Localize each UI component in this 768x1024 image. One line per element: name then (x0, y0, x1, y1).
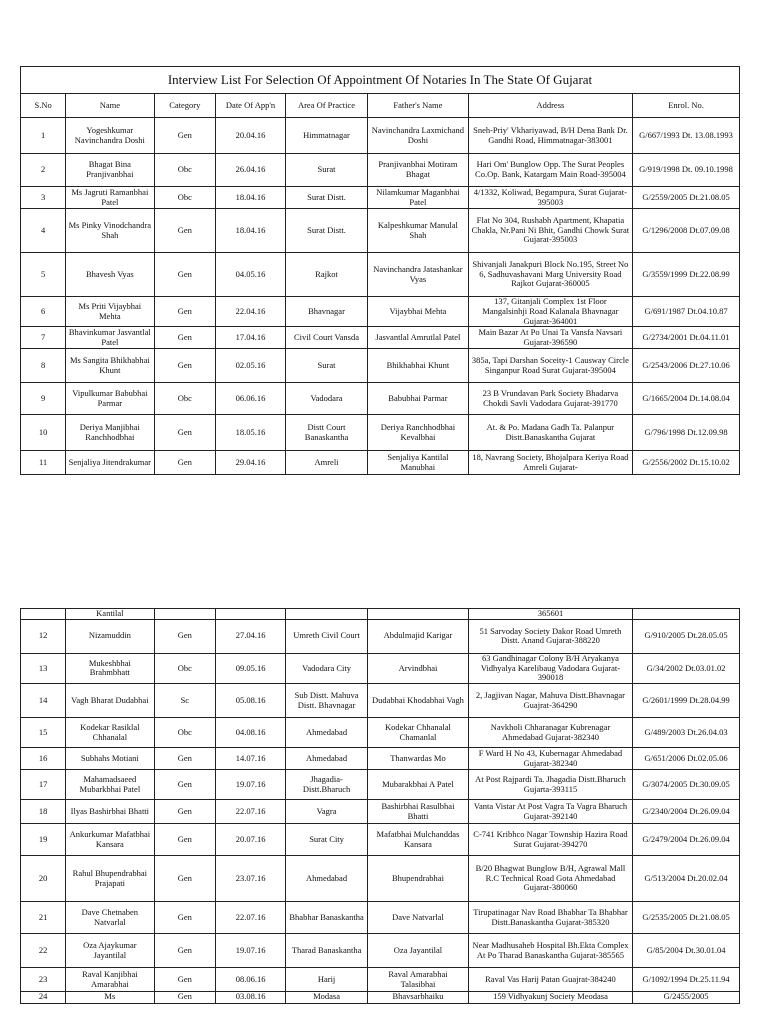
serial-number-cell: 22 (21, 934, 66, 968)
area-of-practice-cell: Rajkot (285, 253, 367, 297)
serial-number-cell: 17 (21, 770, 66, 800)
table-row (21, 118, 740, 154)
application-date-cell: 17.04.16 (216, 327, 286, 349)
continuation-name: Kantilal (66, 609, 154, 620)
address-cell: F Ward H No 43, Kubernagar Ahmedabad Gujarat-382340 (468, 748, 632, 770)
area-of-practice-cell: Himmatnagar (285, 118, 367, 154)
continuation-address: 365601 (468, 609, 632, 620)
name-cell: Ms Pinky Vinodchandra Shah (66, 209, 154, 253)
enrolment-number-cell: G/2543/2006 Dt.27.10.06 (633, 349, 740, 383)
father-name-cell: Senjaliya Kantilal Manubhai (368, 451, 469, 475)
area-of-practice-cell: Vagra (285, 800, 367, 824)
area-of-practice-cell: Tharad Banaskantha (285, 934, 367, 968)
area-of-practice-cell: Ahmedabad (285, 856, 367, 902)
enrolment-number-cell: G/34/2002 Dt.03.01.02 (633, 653, 740, 683)
category-cell: Gen (154, 297, 216, 327)
address-cell: At Post Rajpardi Ta. Jhagadia Distt.Bharuch Gujarta-393115 (468, 770, 632, 800)
table-row (21, 349, 740, 383)
father-name-cell: Bhavsarbhaiku (368, 992, 469, 1004)
category-cell: Gen (154, 619, 216, 653)
serial-number-cell: 23 (21, 968, 66, 992)
category-cell: Gen (154, 992, 216, 1004)
category-cell: Gen (154, 968, 216, 992)
column-header: S.No (21, 94, 66, 118)
address-cell: 23 B Vrundavan Park Society Bhadarva Chokdi Savli Vadodara Gujarat-391770 (468, 383, 632, 415)
application-date-cell: 20.04.16 (216, 118, 286, 154)
father-name-cell: Dave Natvarlal (368, 902, 469, 934)
notaries-table-page-1 (20, 66, 740, 475)
name-cell: Ms Priti Vijaybhai Mehta (66, 297, 154, 327)
address-cell: 2, Jagjivan Nagar, Mahuva Distt.Bhavnagar Guajrat-364290 (468, 684, 632, 718)
name-cell: Bhavesh Vyas (66, 253, 154, 297)
father-name-cell: Mafatbhai Mulchanddas Kansara (368, 824, 469, 856)
serial-number-cell: 4 (21, 209, 66, 253)
name-cell: Senjaliya Jitendrakumar (66, 451, 154, 475)
address-cell: Raval Vas Harij Patan Guajrat-384240 (468, 968, 632, 992)
application-date-cell: 19.07.16 (216, 934, 286, 968)
area-of-practice-cell: Modasa (285, 992, 367, 1004)
table-row (21, 415, 740, 451)
application-date-cell: 04.05.16 (216, 253, 286, 297)
name-cell: Nizamuddin (66, 619, 154, 653)
enrolment-number-cell: G/513/2004 Dt.20.02.04 (633, 856, 740, 902)
category-cell: Obc (154, 154, 216, 187)
application-date-cell: 09.05.16 (216, 653, 286, 683)
serial-number-cell: 9 (21, 383, 66, 415)
category-cell: Gen (154, 415, 216, 451)
table-row (21, 451, 740, 475)
column-header: Name (66, 94, 154, 118)
application-date-cell: 22.07.16 (216, 800, 286, 824)
application-date-cell: 06.06.16 (216, 383, 286, 415)
serial-number-cell: 2 (21, 154, 66, 187)
serial-number-cell: 24 (21, 992, 66, 1004)
address-cell: Sneh-Priy' Vkhariyawad, B/H Dena Bank Dr. Gandhi Road, Himmatnagar-383001 (468, 118, 632, 154)
category-cell: Gen (154, 451, 216, 475)
enrolment-number-cell: G/2559/2005 Dt.21.08.05 (633, 187, 740, 209)
serial-number-cell: 15 (21, 718, 66, 748)
enrolment-number-cell: G/1092/1994 Dt.25.11.94 (633, 968, 740, 992)
area-of-practice-cell: Surat (285, 154, 367, 187)
enrolment-number-cell: G/667/1993 Dt. 13.08.1993 (633, 118, 740, 154)
name-cell: Yogeshkumar Navinchandra Doshi (66, 118, 154, 154)
enrolment-number-cell: G/489/2003 Dt.26.04.03 (633, 718, 740, 748)
category-cell: Gen (154, 902, 216, 934)
enrolment-number-cell: G/2535/2005 Dt.21.08.05 (633, 902, 740, 934)
address-cell: Shivanjali Janakpuri Block No.195, Street No 6, Sadhuvashavani Marg University Road Rajkot Gujarat-360005 (468, 253, 632, 297)
column-header: Date Of App'n (216, 94, 286, 118)
name-cell: Ms (66, 992, 154, 1004)
area-of-practice-cell: Bhabhar Banaskantha (285, 902, 367, 934)
enrolment-number-cell: G/651/2006 Dt.02.05.06 (633, 748, 740, 770)
father-name-cell: Jasvantlal Amrutlal Patel (368, 327, 469, 349)
father-name-cell: Pranjivanbhai Motiram Bhagat (368, 154, 469, 187)
address-cell: Hari Om' Bunglow Opp. The Surat Peoples Co.Op. Bank, Katargam Main Road-395004 (468, 154, 632, 187)
application-date-cell: 19.07.16 (216, 770, 286, 800)
table-row (21, 383, 740, 415)
serial-number-cell: 12 (21, 619, 66, 653)
table-row (21, 653, 740, 683)
enrolment-number-cell: G/2601/1999 Dt.28.04.99 (633, 684, 740, 718)
name-cell: Bhagat Bina Pranjivanbhai (66, 154, 154, 187)
enrolment-number-cell: G/2734/2001 Dt.04.11.01 (633, 327, 740, 349)
address-cell: Near Madhusaheb Hospital Bh.Ekta Complex At Po Tharad Banaskantha Gujarat-385565 (468, 934, 632, 968)
application-date-cell: 02.05.16 (216, 349, 286, 383)
table-body-page-1 (21, 118, 740, 475)
enrolment-number-cell: G/3074/2005 Dt.30.09.05 (633, 770, 740, 800)
category-cell: Obc (154, 653, 216, 683)
area-of-practice-cell: Ahmedabad (285, 718, 367, 748)
name-cell: Rahul Bhupendrabhai Prajapati (66, 856, 154, 902)
enrolment-number-cell: G/3559/1999 Dt.22.08.99 (633, 253, 740, 297)
area-of-practice-cell: Distt Court Banaskantha (285, 415, 367, 451)
table-row (21, 934, 740, 968)
area-of-practice-cell: Harij (285, 968, 367, 992)
enrolment-number-cell: G/85/2004 Dt.30.01.04 (633, 934, 740, 968)
address-cell: Flat No 304, Rushabh Apartment, Khapatia Chakla, Nr.Pani Ni Bhit, Gandhi Chowk Surat Gujarat-395003 (468, 209, 632, 253)
father-name-cell: Thanwardas Mo (368, 748, 469, 770)
column-header: Category (154, 94, 216, 118)
application-date-cell: 22.04.16 (216, 297, 286, 327)
table-row (21, 770, 740, 800)
category-cell: Gen (154, 748, 216, 770)
category-cell: Obc (154, 718, 216, 748)
serial-number-cell: 3 (21, 187, 66, 209)
serial-number-cell: 20 (21, 856, 66, 902)
serial-number-cell: 10 (21, 415, 66, 451)
application-date-cell: 29.04.16 (216, 451, 286, 475)
table-row (21, 187, 740, 209)
serial-number-cell: 8 (21, 349, 66, 383)
application-date-cell: 26.04.16 (216, 154, 286, 187)
category-cell: Obc (154, 383, 216, 415)
serial-number-cell: 1 (21, 118, 66, 154)
application-date-cell: 14.07.16 (216, 748, 286, 770)
area-of-practice-cell: Civil Court Vansda (285, 327, 367, 349)
table-row (21, 748, 740, 770)
address-cell: 385a, Tapi Darshan Soceity-1 Causway Circle Singanpur Road Surat Gujarat-395004 (468, 349, 632, 383)
father-name-cell: Kalpeshkumar Manulal Shah (368, 209, 469, 253)
table-row (21, 297, 740, 327)
application-date-cell: 18.05.16 (216, 415, 286, 451)
father-name-cell: Mubarakbhai A Patel (368, 770, 469, 800)
category-cell: Gen (154, 327, 216, 349)
application-date-cell: 23.07.16 (216, 856, 286, 902)
serial-number-cell: 19 (21, 824, 66, 856)
column-header: Father's Name (368, 94, 469, 118)
enrolment-number-cell: G/919/1998 Dt. 09.10.1998 (633, 154, 740, 187)
address-cell: C-741 Kribhco Nagar Township Hazira Road Surat Gujarat-394270 (468, 824, 632, 856)
table-row (21, 209, 740, 253)
enrolment-number-cell: G/2455/2005 (633, 992, 740, 1004)
father-name-cell: Navinchandra Jatashankar Vyas (368, 253, 469, 297)
name-cell: Mukeshbhai Brahmbhatt (66, 653, 154, 683)
father-name-cell: Dudabhai Khodabhai Vagh (368, 684, 469, 718)
name-cell: Vipulkumar Babubhai Parmar (66, 383, 154, 415)
name-cell: Deriya Manjibhai Ranchhodbhai (66, 415, 154, 451)
name-cell: Ms Jagruti Ramanbhai Patel (66, 187, 154, 209)
father-name-cell: Raval Amarabhai Talasibhai (368, 968, 469, 992)
document-title: Interview List For Selection Of Appointment Of Notaries In The State Of Gujarat (21, 67, 740, 94)
area-of-practice-cell: Vadodara City (285, 653, 367, 683)
enrolment-number-cell: G/910/2005 Dt.28.05.05 (633, 619, 740, 653)
enrolment-number-cell: G/1665/2004 Dt.14.08.04 (633, 383, 740, 415)
address-cell: Main Bazar At Po Unai Ta Vansfa Navsari Gujarat-396590 (468, 327, 632, 349)
father-name-cell: Bashirbhai Rasulbhai Bhatti (368, 800, 469, 824)
name-cell: Kodekar Rasiklal Chhanalal (66, 718, 154, 748)
category-cell: Gen (154, 253, 216, 297)
area-of-practice-cell: Surat Distt. (285, 187, 367, 209)
name-cell: Dave Chetnaben Natvarlal (66, 902, 154, 934)
address-cell: Tirupatinagar Nav Road Bhabhar Ta Bhabhar Distt.Banaskantha Gujarat-385320 (468, 902, 632, 934)
category-cell: Gen (154, 770, 216, 800)
area-of-practice-cell: Vadodara (285, 383, 367, 415)
application-date-cell: 03.08.16 (216, 992, 286, 1004)
area-of-practice-cell: Surat (285, 349, 367, 383)
table-row (21, 800, 740, 824)
father-name-cell: Vijaybhai Mehta (368, 297, 469, 327)
father-name-cell: Deriya Ranchhodbhai Kevalbhai (368, 415, 469, 451)
name-cell: Ilyas Bashirbhai Bhatti (66, 800, 154, 824)
address-cell: Vanta Vistar At Post Vagra Ta Vagra Bharuch Gujarat-392140 (468, 800, 632, 824)
address-cell: 18, Navrang Society, Bhojalpara Keriya Road Amreli Gujarat- (468, 451, 632, 475)
address-cell: 159 Vidhyakunj Society Meodasa (468, 992, 632, 1004)
table-row (21, 718, 740, 748)
notaries-table-page-2 (20, 608, 740, 1004)
application-date-cell: 27.04.16 (216, 619, 286, 653)
father-name-cell: Bhupendrabhai (368, 856, 469, 902)
application-date-cell: 05.08.16 (216, 684, 286, 718)
table-row (21, 684, 740, 718)
category-cell: Gen (154, 934, 216, 968)
enrolment-number-cell: G/796/1998 Dt.12.09.98 (633, 415, 740, 451)
table-row (21, 824, 740, 856)
category-cell: Gen (154, 209, 216, 253)
enrolment-number-cell: G/691/1987 Dt.04.10.87 (633, 297, 740, 327)
enrolment-number-cell: G/2340/2004 Dt.26.09.04 (633, 800, 740, 824)
name-cell: Oza Ajaykumar Jayantilal (66, 934, 154, 968)
serial-number-cell: 5 (21, 253, 66, 297)
table-body-page-2 (21, 609, 740, 1004)
area-of-practice-cell: Ahmedabad (285, 748, 367, 770)
address-cell: 137, Gitanjali Complex 1st Floor Mangalsinhji Road Kalanala Bhavnagar Gujarat-364001 (468, 297, 632, 327)
category-cell: Gen (154, 118, 216, 154)
father-name-cell: Bhikhabhai Khunt (368, 349, 469, 383)
area-of-practice-cell: Surat Distt. (285, 209, 367, 253)
enrolment-number-cell: G/1296/2008 Dt.07.09.08 (633, 209, 740, 253)
column-header: Area Of Practice (285, 94, 367, 118)
application-date-cell: 22.07.16 (216, 902, 286, 934)
father-name-cell: Oza Jayantilal (368, 934, 469, 968)
area-of-practice-cell: Amreli (285, 451, 367, 475)
address-cell: At. & Po. Madana Gadh Ta. Palanpur Distt.Banaskantha Gujarat (468, 415, 632, 451)
name-cell: Raval Kanjibhai Amarabhai (66, 968, 154, 992)
table-row-partial (21, 992, 740, 1004)
category-cell: Obc (154, 187, 216, 209)
application-date-cell: 20.07.16 (216, 824, 286, 856)
serial-number-cell: 13 (21, 653, 66, 683)
address-cell: 63 Gandhinagar Colony B/H Aryakanya Vidhyalya Karelibaug Vadodara Gujarat-390018 (468, 653, 632, 683)
table-row (21, 154, 740, 187)
category-cell: Sc (154, 684, 216, 718)
area-of-practice-cell: Surat City (285, 824, 367, 856)
enrolment-number-cell: G/2556/2002 Dt.15.10.02 (633, 451, 740, 475)
name-cell: Bhavinkumar Jasvantlal Patel (66, 327, 154, 349)
header-row (21, 94, 740, 118)
father-name-cell: Abdulmajid Karigar (368, 619, 469, 653)
table-row (21, 902, 740, 934)
table-row (21, 856, 740, 902)
father-name-cell: Arvindbhai (368, 653, 469, 683)
table-row (21, 253, 740, 297)
application-date-cell: 18.04.16 (216, 209, 286, 253)
serial-number-cell: 21 (21, 902, 66, 934)
name-cell: Ms Sangita Bhikhabhai Khunt (66, 349, 154, 383)
table-row (21, 327, 740, 349)
name-cell: Subhahs Motiani (66, 748, 154, 770)
father-name-cell: Navinchandra Laxmichand Doshi (368, 118, 469, 154)
name-cell: Ankurkumar Mafatbhai Kansara (66, 824, 154, 856)
area-of-practice-cell: Sub Distt. Mahuva Distt. Bhavnagar (285, 684, 367, 718)
father-name-cell: Kodekar Chhanalal Chamanlal (368, 718, 469, 748)
category-cell: Gen (154, 349, 216, 383)
serial-number-cell: 16 (21, 748, 66, 770)
column-header: Enrol. No. (633, 94, 740, 118)
name-cell: Vagh Bharat Dudabhai (66, 684, 154, 718)
enrolment-number-cell: G/2479/2004 Dt.26.09.04 (633, 824, 740, 856)
category-cell: Gen (154, 824, 216, 856)
column-header: Address (468, 94, 632, 118)
serial-number-cell: 7 (21, 327, 66, 349)
continuation-row (21, 609, 740, 620)
address-cell: B/20 Bhagwat Bunglow B/H, Agrawal Mall R.C Technical Road Gota Ahmedabad Gujarat-380060 (468, 856, 632, 902)
name-cell: Mahamadsaeed Mubarkbhai Patel (66, 770, 154, 800)
table-row (21, 619, 740, 653)
father-name-cell: Babubhai Parmar (368, 383, 469, 415)
category-cell: Gen (154, 856, 216, 902)
area-of-practice-cell: Umreth Civil Court (285, 619, 367, 653)
area-of-practice-cell: Bhavnagar (285, 297, 367, 327)
table-row (21, 968, 740, 992)
area-of-practice-cell: Jhagadia-Distt.Bharuch (285, 770, 367, 800)
address-cell: 4/1332, Koliwad, Begampura, Surat Gujarat-395003 (468, 187, 632, 209)
serial-number-cell: 11 (21, 451, 66, 475)
serial-number-cell: 14 (21, 684, 66, 718)
application-date-cell: 18.04.16 (216, 187, 286, 209)
application-date-cell: 08.06.16 (216, 968, 286, 992)
address-cell: Navkholi Chharanagar Kubrenagar Ahmedabad Gujarat-382340 (468, 718, 632, 748)
serial-number-cell: 18 (21, 800, 66, 824)
serial-number-cell: 6 (21, 297, 66, 327)
address-cell: 51 Sarvoday Society Dakor Road Umreth Distt. Anand Gujarat-388220 (468, 619, 632, 653)
application-date-cell: 04.08.16 (216, 718, 286, 748)
category-cell: Gen (154, 800, 216, 824)
father-name-cell: Nilamkumar Maganbhai Patel (368, 187, 469, 209)
